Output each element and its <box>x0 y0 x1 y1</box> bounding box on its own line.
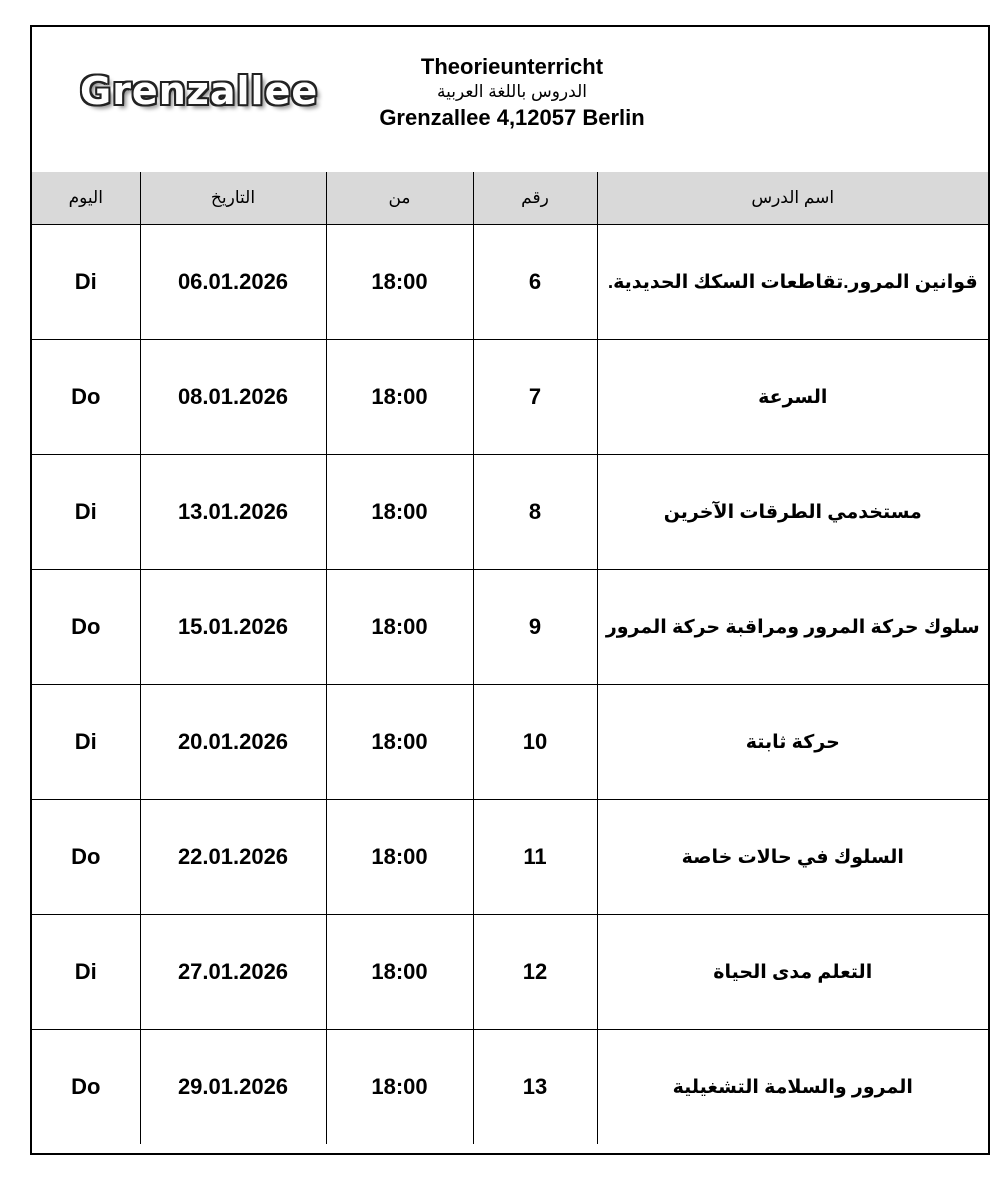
date-cell: 15.01.2026 <box>140 570 326 685</box>
day-cell: Di <box>32 685 140 800</box>
page-subtitle: الدروس باللغة العربية <box>437 82 587 101</box>
table-row <box>32 340 988 455</box>
table-row <box>32 570 988 685</box>
day-cell: Do <box>32 800 140 915</box>
column-header-number: رقم <box>473 172 597 225</box>
page-title: Theorieunterricht <box>420 54 604 79</box>
lesson-cell: سلوك حركة المرور ومراقبة حركة المرور <box>597 570 988 685</box>
day-cell: Di <box>32 455 140 570</box>
date-cell: 20.01.2026 <box>140 685 326 800</box>
logo: Grenzallee <box>80 69 319 113</box>
number-cell: 13 <box>473 1030 597 1145</box>
column-header-from: من <box>326 172 473 225</box>
lesson-cell: قوانين المرور.تقاطعات السكك الحديدية. <box>597 225 988 340</box>
day-cell: Di <box>32 225 140 340</box>
time-cell: 18:00 <box>326 225 473 340</box>
header <box>32 27 988 174</box>
time-cell: 18:00 <box>326 570 473 685</box>
lesson-cell: المرور والسلامة التشغيلية <box>597 1030 988 1145</box>
table-row <box>32 225 988 340</box>
lesson-cell: السرعة <box>597 340 988 455</box>
lesson-cell: مستخدمي الطرقات الآخرين <box>597 455 988 570</box>
number-cell: 8 <box>473 455 597 570</box>
lesson-cell: حركة ثابتة <box>597 685 988 800</box>
number-cell: 10 <box>473 685 597 800</box>
table-row <box>32 455 988 570</box>
column-header-date: التاريخ <box>140 172 326 225</box>
table-row <box>32 685 988 800</box>
date-cell: 08.01.2026 <box>140 340 326 455</box>
time-cell: 18:00 <box>326 455 473 570</box>
time-cell: 18:00 <box>326 685 473 800</box>
schedule-sheet <box>30 25 990 1155</box>
table-row <box>32 915 988 1030</box>
title-block <box>332 53 692 133</box>
day-cell: Do <box>32 570 140 685</box>
table-row <box>32 1030 988 1145</box>
column-header-day: اليوم <box>32 172 140 225</box>
table-header-row <box>32 172 988 225</box>
date-cell: 27.01.2026 <box>140 915 326 1030</box>
date-cell: 06.01.2026 <box>140 225 326 340</box>
number-cell: 9 <box>473 570 597 685</box>
table-row <box>32 800 988 915</box>
date-cell: 13.01.2026 <box>140 455 326 570</box>
day-cell: Di <box>32 915 140 1030</box>
time-cell: 18:00 <box>326 1030 473 1145</box>
schedule-table <box>32 172 988 1144</box>
lesson-cell: التعلم مدى الحياة <box>597 915 988 1030</box>
day-cell: Do <box>32 340 140 455</box>
lesson-cell: السلوك في حالات خاصة <box>597 800 988 915</box>
number-cell: 6 <box>473 225 597 340</box>
day-cell: Do <box>32 1030 140 1145</box>
time-cell: 18:00 <box>326 340 473 455</box>
time-cell: 18:00 <box>326 800 473 915</box>
number-cell: 7 <box>473 340 597 455</box>
date-cell: 29.01.2026 <box>140 1030 326 1145</box>
column-header-lesson: اسم الدرس <box>597 172 988 225</box>
number-cell: 11 <box>473 800 597 915</box>
number-cell: 12 <box>473 915 597 1030</box>
address: Grenzallee 4,12057 Berlin <box>379 105 645 130</box>
time-cell: 18:00 <box>326 915 473 1030</box>
date-cell: 22.01.2026 <box>140 800 326 915</box>
